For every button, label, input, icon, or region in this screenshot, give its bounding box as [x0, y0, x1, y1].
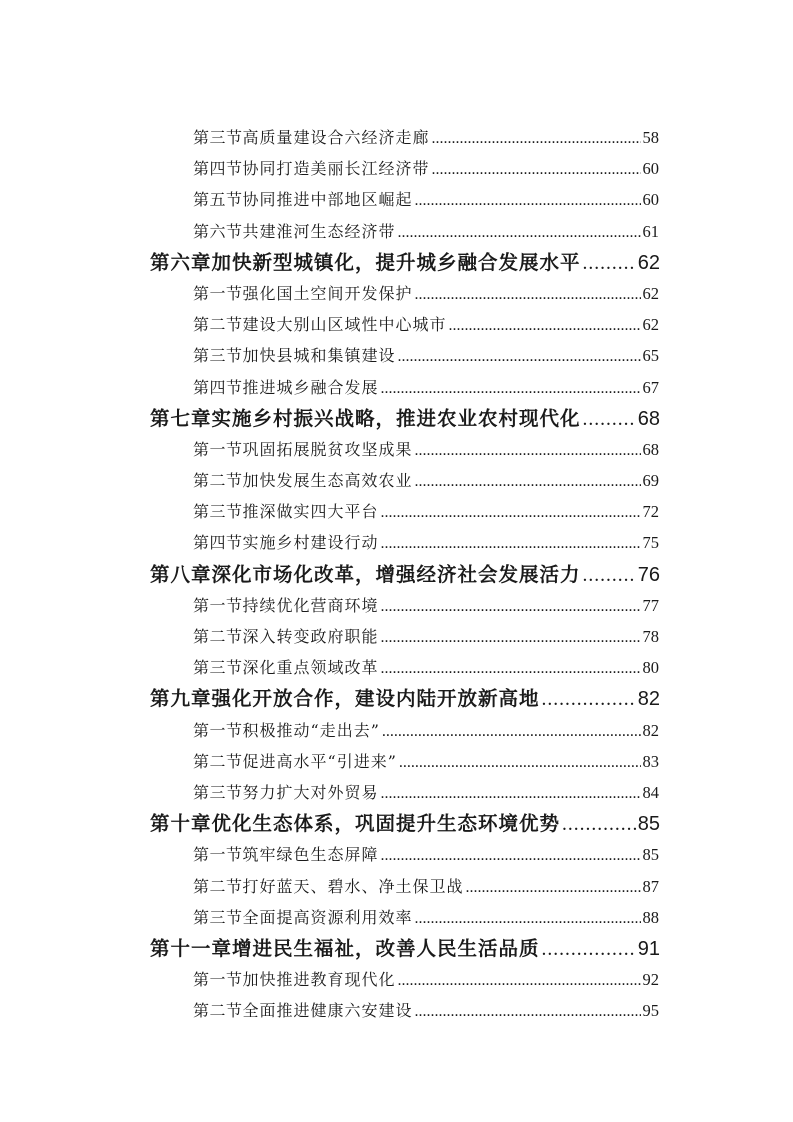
dot-leader: [398, 217, 641, 248]
section-number: 第一节: [193, 595, 243, 615]
section-number: 第三节: [193, 658, 243, 678]
section-number: 第三节: [193, 907, 243, 927]
section-number: 第二节: [193, 1001, 243, 1021]
toc-chapter-entry[interactable]: [0, 403, 660, 434]
dot-leader: [381, 373, 641, 404]
page-number: 87: [642, 876, 659, 896]
dot-leader: [415, 185, 641, 216]
dot-leader: [381, 653, 641, 684]
dot-leader: [583, 560, 636, 591]
section-number: 第五节: [193, 190, 243, 210]
page-number: 82: [637, 688, 660, 711]
section-number: 第六节: [193, 221, 243, 241]
chapter-title: 深化市场化改革，增强经济社会发展活力: [211, 562, 581, 586]
toc-section-entry[interactable]: [0, 902, 659, 933]
dot-leader: [381, 591, 641, 622]
toc-chapter-entry[interactable]: [0, 559, 660, 590]
dot-leader: [415, 466, 641, 497]
section-number: 第一节: [193, 720, 243, 740]
section-title: 深入转变政府职能: [242, 627, 379, 646]
chapter-number: 第十章: [150, 812, 212, 836]
chapter-number: 第七章: [150, 406, 212, 430]
page-number: 91: [637, 937, 660, 960]
toc-section-entry[interactable]: [0, 871, 659, 902]
toc-section-entry[interactable]: [0, 122, 659, 153]
section-title: 全面推进健康六安建设: [242, 1001, 413, 1021]
page-number: 68: [642, 439, 659, 459]
page-number: 67: [642, 377, 659, 397]
toc-section-entry[interactable]: [0, 527, 659, 558]
table-of-contents: [0, 122, 793, 1026]
dot-leader: [542, 934, 636, 965]
section-title: 协同推进中部地区崛起: [242, 190, 413, 210]
toc-section-entry[interactable]: [0, 839, 659, 870]
section-title: 实施乡村建设行动: [242, 533, 379, 553]
toc-section-entry[interactable]: [0, 652, 659, 683]
section-number: 第一节: [193, 283, 243, 303]
toc-section-entry[interactable]: [0, 746, 659, 777]
section-title: 推深做实四大平台: [242, 502, 379, 522]
toc-section-entry[interactable]: [0, 309, 659, 340]
section-number: 第二节: [193, 627, 243, 646]
toc-section-entry[interactable]: [0, 465, 659, 496]
section-number: 第二节: [193, 471, 243, 491]
page-number: 83: [642, 751, 659, 771]
section-title: 建设大别山区域性中心城市: [242, 315, 447, 335]
page-number: 84: [642, 782, 659, 802]
dot-leader: [415, 996, 641, 1027]
section-title: 推进城乡融合发展: [242, 377, 379, 397]
section-number: 第二节: [193, 876, 243, 896]
chapter-title: 实施乡村振兴战略，推进农业农村现代化: [211, 406, 581, 430]
toc-section-entry[interactable]: [0, 184, 659, 215]
dot-leader: [381, 497, 641, 528]
section-number: 第四节: [193, 159, 243, 179]
dot-leader: [381, 840, 641, 871]
chapter-title: 强化开放合作，建设内陆开放新高地: [211, 687, 540, 711]
section-number: 第一节: [193, 845, 243, 865]
section-title: 筑牢绿色生态屏障: [242, 845, 379, 865]
page-number: 62: [637, 251, 660, 274]
page-number: 92: [642, 970, 659, 990]
dot-leader: [415, 903, 641, 934]
dot-leader: [382, 716, 641, 747]
toc-section-entry[interactable]: [0, 216, 659, 247]
toc-section-entry[interactable]: [0, 278, 659, 309]
page-number: 60: [642, 159, 659, 179]
dot-leader: [542, 684, 636, 715]
dot-leader: [562, 809, 636, 840]
section-title: 持续优化营商环境: [242, 595, 379, 615]
dot-leader: [381, 528, 641, 559]
page-number: 85: [637, 813, 660, 836]
dot-leader: [381, 778, 641, 809]
toc-section-entry[interactable]: [0, 434, 659, 465]
dot-leader: [466, 872, 641, 903]
dot-leader: [399, 747, 641, 778]
page-number: 85: [642, 845, 659, 865]
page-number: 69: [642, 471, 659, 491]
section-number: 第一节: [193, 970, 243, 990]
page-number: 78: [642, 627, 659, 646]
dot-leader: [398, 341, 641, 372]
chapter-number: 第十一章: [150, 936, 233, 960]
page-number: 61: [642, 221, 659, 241]
section-number: 第四节: [193, 377, 243, 397]
toc-section-entry[interactable]: [0, 715, 659, 746]
section-number: 第四节: [193, 533, 243, 553]
chapter-title: 优化生态体系，巩固提升生态环境优势: [211, 812, 561, 836]
page-number: 72: [642, 502, 659, 522]
section-title: 努力扩大对外贸易: [242, 782, 379, 802]
page-number: 62: [642, 283, 659, 303]
section-number: 第一节: [193, 439, 243, 459]
section-title: 高质量建设合六经济走廊: [242, 128, 430, 147]
chapter-title: 加快新型城镇化，提升城乡融合发展水平: [211, 250, 581, 274]
page-number: 82: [642, 720, 659, 740]
toc-chapter-entry[interactable]: [0, 933, 660, 964]
section-title: 打好蓝天、碧水、净土保卫战: [242, 876, 464, 896]
toc-section-entry[interactable]: [0, 777, 659, 808]
page-number: 58: [642, 128, 659, 147]
page-number: 76: [637, 563, 660, 586]
section-title: 共建淮河生态经济带: [242, 221, 396, 241]
toc-section-entry[interactable]: [0, 153, 659, 184]
page-number: 60: [642, 190, 659, 210]
dot-leader: [583, 248, 636, 279]
toc-section-entry[interactable]: [0, 995, 659, 1026]
section-title: 加快县城和集镇建设: [242, 346, 396, 366]
dot-leader: [449, 310, 641, 341]
section-number: 第二节: [193, 751, 243, 771]
page-number: 95: [642, 1001, 659, 1021]
chapter-number: 第六章: [150, 250, 212, 274]
section-title: 全面提高资源利用效率: [242, 907, 413, 927]
section-title: 强化国土空间开发保护: [242, 283, 413, 303]
toc-chapter-entry[interactable]: [0, 247, 660, 278]
chapter-title: 增进民生福祉，改善人民生活品质: [232, 936, 540, 960]
page-number: 65: [642, 346, 659, 366]
dot-leader: [432, 123, 641, 154]
dot-leader: [398, 965, 641, 996]
page-number: 62: [642, 315, 659, 335]
section-title: 促进高水平“引进来”: [242, 751, 397, 771]
section-title: 巩固拓展脱贫攻坚成果: [242, 439, 413, 459]
dot-leader: [432, 154, 641, 185]
toc-chapter-entry[interactable]: [0, 683, 660, 714]
toc-section-entry[interactable]: [0, 590, 659, 621]
section-title: 积极推动“走出去”: [242, 720, 380, 740]
section-number: 第二节: [193, 315, 243, 335]
toc-section-entry[interactable]: [0, 621, 659, 652]
toc-chapter-entry[interactable]: [0, 808, 660, 839]
section-title: 协同打造美丽长江经济带: [242, 159, 430, 179]
toc-section-entry[interactable]: [0, 964, 659, 995]
section-number: 第三节: [193, 128, 243, 147]
dot-leader: [583, 404, 636, 435]
page-number: 88: [642, 907, 659, 927]
section-number: 第三节: [193, 502, 243, 522]
toc-section-entry[interactable]: [0, 372, 659, 403]
page-number: 75: [642, 533, 659, 553]
section-number: 第三节: [193, 346, 243, 366]
toc-section-entry[interactable]: [0, 340, 659, 371]
dot-leader: [415, 279, 641, 310]
page-number: 77: [642, 595, 659, 615]
chapter-number: 第八章: [150, 562, 212, 586]
chapter-number: 第九章: [150, 687, 212, 711]
dot-leader: [415, 435, 641, 466]
section-number: 第三节: [193, 782, 243, 802]
section-title: 加快推进教育现代化: [242, 970, 396, 990]
page-number: 68: [637, 407, 660, 430]
dot-leader: [381, 622, 641, 653]
toc-section-entry[interactable]: [0, 496, 659, 527]
page-number: 80: [642, 658, 659, 678]
section-title: 深化重点领域改革: [242, 658, 379, 678]
section-title: 加快发展生态高效农业: [242, 471, 413, 491]
